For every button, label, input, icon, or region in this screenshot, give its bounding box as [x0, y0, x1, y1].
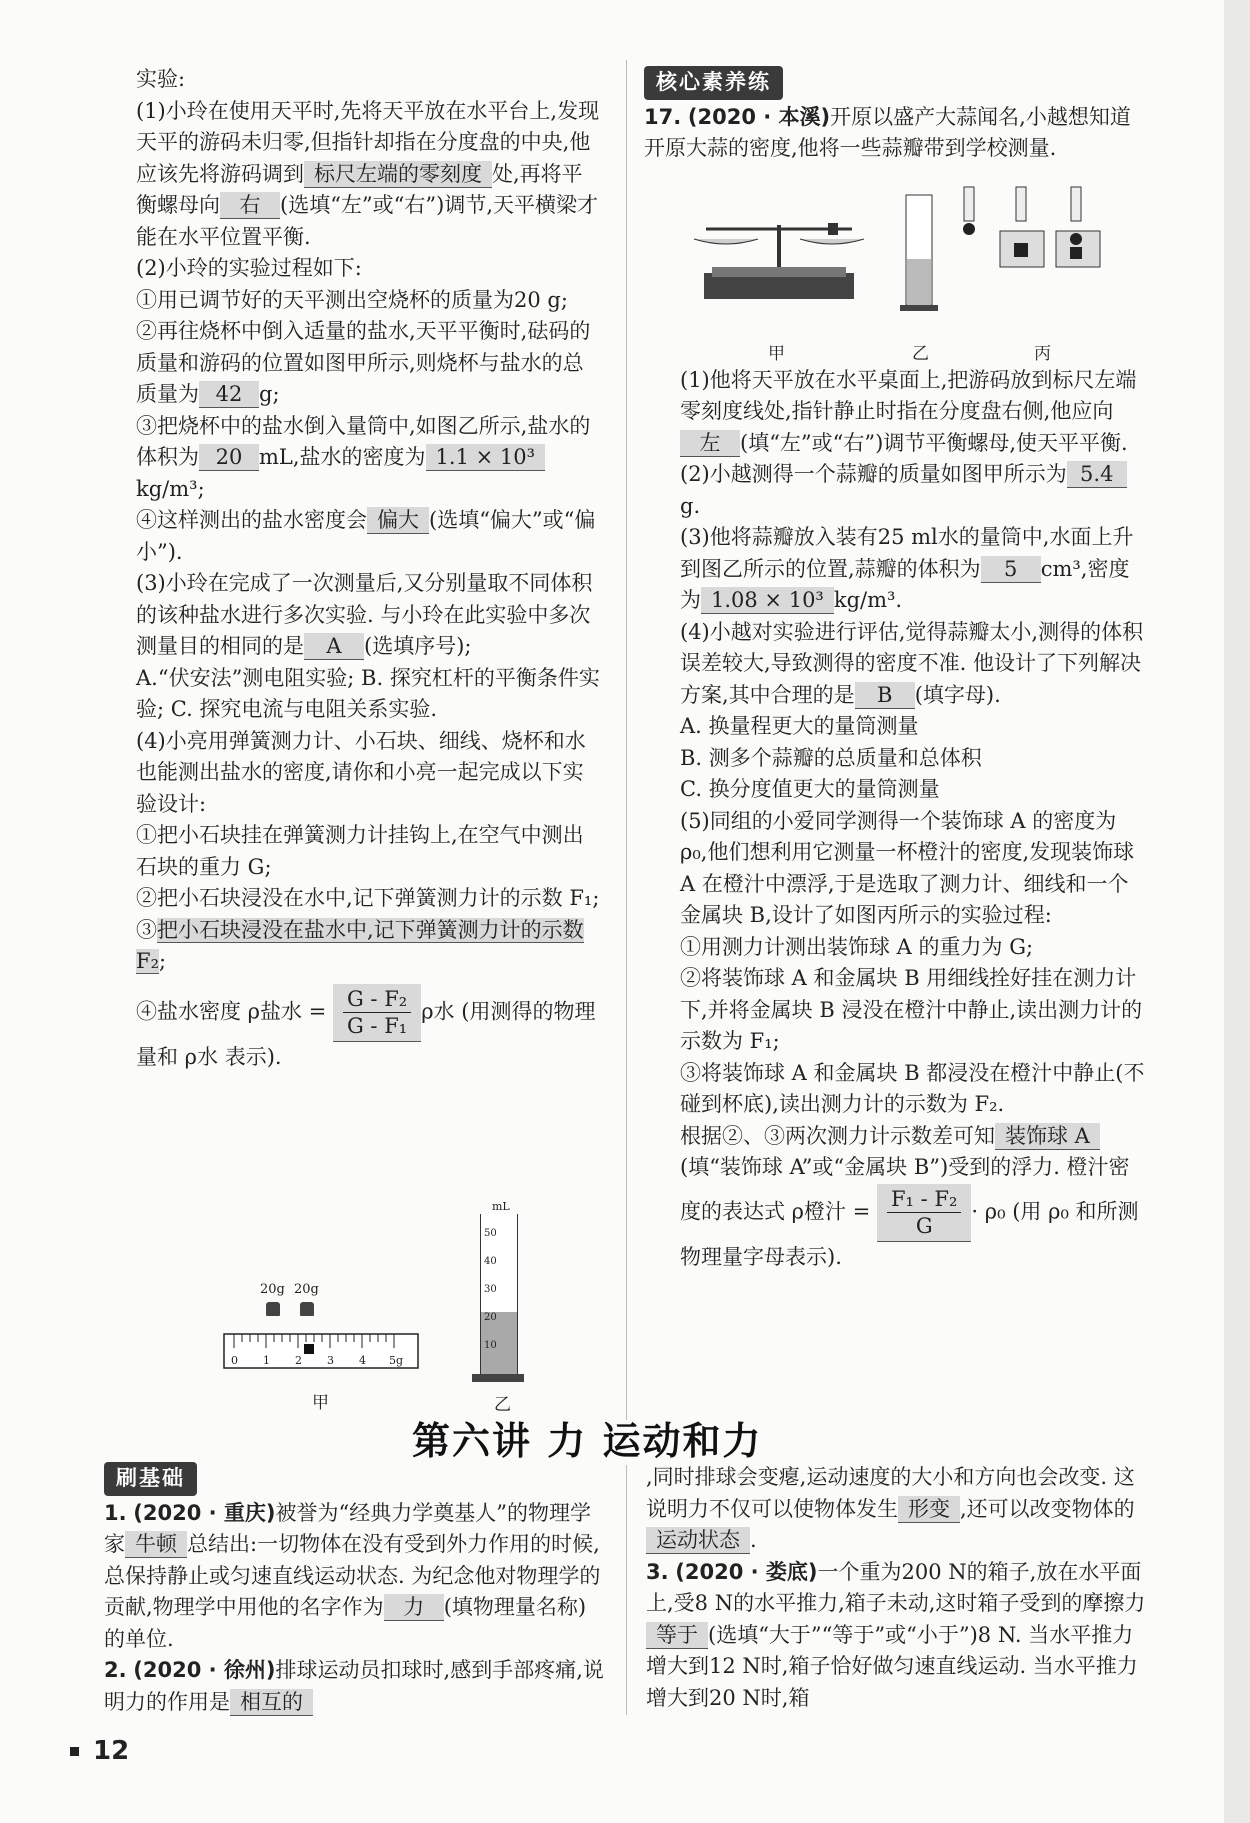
cylinder-illustration [896, 189, 946, 319]
numerator: G - F₂ [343, 986, 411, 1013]
option-a: A. 换量程更大的量筒测量 [680, 714, 919, 738]
text: (2)小越测得一个蒜瓣的质量如图甲所示为 [680, 462, 1067, 486]
answer-blank: 运动状态 [646, 1527, 750, 1554]
figure-label-bing: 丙 [1034, 343, 1051, 364]
text: ; [159, 949, 167, 973]
answer-blank: 形变 [898, 1496, 960, 1523]
text: g; [259, 382, 280, 406]
mark: 30 [484, 1284, 497, 1295]
text: ,同时排球会变瘪,运动速度的大小和方向也会改变. 这说明力不仅可以使物体发生 [646, 1465, 1135, 1521]
answer-blank: 牛顿 [125, 1531, 187, 1558]
chapter-title: 第六讲 力 运动和力 [412, 1418, 763, 1463]
task-4 [136, 984, 601, 1074]
text: (选填“左”或“右”)调节,天平横梁才能在水平位置平衡. [136, 193, 599, 249]
formula-blank [877, 1184, 971, 1242]
weight-icon [300, 1302, 314, 1316]
spring-scale-illustration [956, 185, 1106, 305]
section-tag-core: 核心素养练 [644, 66, 783, 100]
answer-blank: 5.4 [1067, 461, 1127, 488]
text: ,还可以改变物体的 [960, 1496, 1135, 1521]
text: ②再往烧杯中倒入适量的盐水,天平平衡时,砝码的质量和游码的位置如图甲所示,则烧杯与盐水的总质量为 [136, 319, 591, 406]
figure-label-jia: 甲 [312, 1393, 329, 1413]
bottom-left [104, 1462, 604, 1718]
numerator: F₁ - F₂ [887, 1186, 961, 1213]
figure-label-yi: 乙 [912, 343, 929, 364]
answer-blank: 1.08 × 10³ [701, 587, 834, 614]
page-number-text: 12 [93, 1736, 130, 1766]
q1-part3 [136, 568, 601, 663]
formula-blank [333, 984, 421, 1042]
tick: 3 [327, 1354, 334, 1367]
q17-step2: ②将装饰球 A 和金属块 B 用细线拴好挂在测力计下,并将金属块 B 浸没在橙汁中静止,读出测力计的示数为 F₁; [680, 966, 1143, 1053]
figure-balance-ruler [222, 1270, 422, 1413]
text: (填物理量名称)的单位. [104, 1595, 587, 1651]
step-2 [136, 316, 601, 411]
answer-blank: 右 [220, 192, 280, 219]
text: 处,再将平衡螺母向 [136, 161, 583, 217]
question-number: 3. [646, 1559, 669, 1584]
column-divider-bottom [626, 1465, 627, 1715]
text: . [750, 1528, 757, 1552]
q2 [104, 1655, 604, 1718]
answer-blank: 标尺左端的零刻度 [304, 161, 492, 188]
task-3 [136, 915, 601, 978]
q17-part3 [680, 522, 1145, 617]
task-1: ①把小石块挂在弹簧测力计挂钩上,在空气中测出石块的重力 G; [136, 823, 584, 879]
q17-part1 [680, 365, 1145, 460]
text: ③ [136, 917, 157, 942]
text: cm³,密度为 [680, 556, 1130, 612]
section-tag-basic: 刷基础 [104, 1462, 197, 1496]
cylinder-base [472, 1374, 524, 1382]
text: 总结出:一切物体在没有受到外力作用的时候,总保持静止或匀速直线运动状态. 为纪念他对物理学的贡献,物理学中用他的名字作为 [104, 1532, 601, 1619]
step-3 [136, 411, 601, 506]
text: 根据②、③两次测力计示数差可知 [680, 1123, 995, 1148]
text: (1)小玲在使用天平时,先将天平放在水平台上,发现天平的游码未归零,但指针却指在分度盘的中央,他应该先将游码调到 [136, 98, 600, 186]
answer-blank: 20 [199, 444, 259, 471]
text: · ρ₀ [971, 1199, 1006, 1223]
step-1: ①用已调节好的天平测出空烧杯的质量为20 g; [136, 287, 568, 312]
text: mL,盐水的密度为 [259, 445, 426, 469]
mark: 20 [484, 1312, 497, 1323]
text: 排球运动员扣球时,感到手部疼痛,说明力的作用是 [104, 1658, 604, 1714]
q3 [646, 1557, 1146, 1715]
mark: 10 [484, 1340, 497, 1351]
balance-illustration [686, 205, 876, 315]
section-tag-wrap [644, 66, 1145, 100]
text: ③把烧杯中的盐水倒入量筒中,如图乙所示,盐水的体积为 [136, 413, 591, 469]
answer-blank: 5 [981, 556, 1041, 583]
q1-part1 [136, 96, 601, 254]
q1-part4: (4)小亮用弹簧测力计、小石块、细线、烧杯和水也能测出盐水的密度,请你和小亮一起完成以下实验设计: [136, 728, 586, 816]
intro: 实验: [136, 67, 186, 91]
step-4 [136, 505, 601, 568]
text: (3)他将蒜瓣放入装有25 ml水的量筒中,水面上升到图乙所示的位置,蒜瓣的体积为 [680, 525, 1134, 581]
text: (用测得的物理量和 ρ水 表示). [136, 999, 596, 1069]
options: A.“伏安法”测电阻实验; B. 探究杠杆的平衡条件实验; C. 探究电流与电阻关系实验. [136, 665, 600, 721]
text: ④盐水密度 ρ盐水 = [136, 999, 327, 1023]
tick: 1 [263, 1354, 270, 1367]
text: (填字母). [914, 682, 1001, 707]
weight-icon [266, 1302, 280, 1316]
text: (填“装饰球 A”或“金属块 B”)受到的浮力. 橙汁密度的表达式 ρ橙汁 = [680, 1155, 1130, 1223]
q2-continued [646, 1462, 1146, 1557]
left-column [136, 64, 601, 1073]
question-number: 2. [104, 1658, 127, 1682]
tick: 0 [231, 1354, 238, 1367]
question-number: 17. [644, 104, 682, 129]
text: ④这样测出的盐水密度会 [136, 508, 367, 532]
text: (选填序号); [364, 634, 472, 658]
text: (选填“大于”“等于”或“小于”)8 N. 当水平推力增大到12 N时,箱子恰好做匀速直线运动. 当水平推力增大到20 N时,箱 [646, 1622, 1138, 1710]
answer-blank: B [855, 682, 915, 709]
text: (3)小玲在完成了一次测量后,又分别量取不同体积的该种盐水进行多次实验. 与小玲在此实验中多次测量目的相同的是 [136, 571, 593, 658]
answer-blank: 42 [199, 381, 259, 408]
task-2: ②把小石块浸没在水中,记下弹簧测力计的示数 F₁; [136, 886, 600, 910]
tick: 2 [295, 1354, 302, 1367]
option-b: B. 测多个蒜瓣的总质量和总体积 [680, 745, 982, 770]
column-divider [626, 60, 627, 1420]
mark: 50 [484, 1228, 497, 1239]
text: (选填“偏大”或“偏小”). [136, 508, 596, 564]
question-source: (2020 · 娄底) [675, 1559, 818, 1584]
q1 [104, 1498, 604, 1656]
bottom-right [646, 1462, 1146, 1714]
cylinder-marks [484, 1220, 497, 1360]
page-number [70, 1736, 129, 1766]
text: 一个重为200 N的箱子,放在水平面上,受8 N的水平推力,箱子未动,这时箱子受到的摩擦力 [646, 1559, 1146, 1615]
right-column [644, 66, 1145, 1273]
answer-blank: 把小石块浸没在盐水中,记下弹簧测力计的示数 F₂ [136, 917, 584, 973]
text: kg/m³; [136, 476, 205, 501]
figure-cylinder [470, 1200, 530, 1420]
q17-part2 [680, 459, 1145, 522]
q17-step1: ①用测力计测出装饰球 A 的重力为 G; [680, 934, 1034, 959]
text: (用 ρ₀ 和所测物理量字母表示). [680, 1199, 1139, 1269]
figure-q17 [680, 165, 1145, 365]
answer-blank: 左 [680, 430, 740, 457]
bullet-icon [70, 1747, 79, 1756]
question-number: 1. [104, 1500, 127, 1525]
text: g. [680, 493, 701, 518]
answer-blank: 偏大 [367, 507, 429, 534]
answer-blank: 相互的 [230, 1689, 313, 1716]
q17-part4 [680, 617, 1145, 712]
text: 开原以盛产大蒜闻名,小越想知道开原大蒜的密度,他将一些蒜瓣带到学校测量. [644, 104, 1131, 160]
cylinder-unit: mL [492, 1200, 510, 1213]
q1-part2: (2)小玲的实验过程如下: [136, 256, 362, 280]
tick: 5g [389, 1354, 404, 1367]
figure-label-jia: 甲 [768, 343, 785, 364]
denominator: G - F₁ [346, 1013, 408, 1038]
figure-label-yi: 乙 [494, 1395, 511, 1415]
page-edge [1224, 0, 1250, 1823]
text: (1)他将天平放在水平桌面上,把游码放到标尺左端零刻度线处,指针静止时指在分度盘右侧,他应向 [680, 367, 1137, 423]
answer-blank: 1.1 × 10³ [426, 444, 545, 471]
text: 被誉为“经典力学奠基人”的物理学家 [104, 1500, 592, 1556]
option-c: C. 换分度值更大的量筒测量 [680, 777, 940, 801]
text: (4)小越对实验进行评估,觉得蒜瓣太小,测得的体积误差较大,导致测得的密度不准. 他设计了下列解决方案,其中合理的是 [680, 619, 1144, 707]
answer-blank: 力 [384, 1594, 444, 1621]
denominator: G [915, 1213, 933, 1238]
answer-blank: 装饰球 A [995, 1123, 1100, 1150]
text: ρ水 [421, 999, 455, 1023]
weight-label-2: 20g [294, 1282, 319, 1297]
mark: 40 [484, 1256, 497, 1267]
question-source: (2020 · 本溪) [687, 104, 831, 129]
question-source: (2020 · 徐州) [133, 1658, 276, 1682]
answer-blank: 等于 [646, 1622, 708, 1649]
q17 [644, 102, 1145, 165]
q17-step3: ③将装饰球 A 和金属块 B 都浸没在橙汁中静止(不碰到杯底),读出测力计的示数为 F₂. [680, 1060, 1145, 1116]
text: (填“左”或“右”)调节平衡螺母,使天平平衡. [740, 430, 1128, 455]
q17-part5: (5)同组的小爱同学测得一个装饰球 A 的密度为 ρ₀,他们想利用它测量一杯橙汁的密度,发现装饰球 A 在橙汁中漂浮,于是选取了测力计、细线和一个金属块 B,设计了如图丙所示的实验过程: [680, 808, 1135, 927]
text: kg/m³. [833, 588, 903, 612]
tick: 4 [359, 1354, 366, 1367]
question-source: (2020 · 重庆) [133, 1500, 276, 1525]
weight-label-1: 20g [260, 1282, 285, 1297]
answer-blank: A [304, 633, 364, 660]
q17-part6 [680, 1121, 1145, 1274]
